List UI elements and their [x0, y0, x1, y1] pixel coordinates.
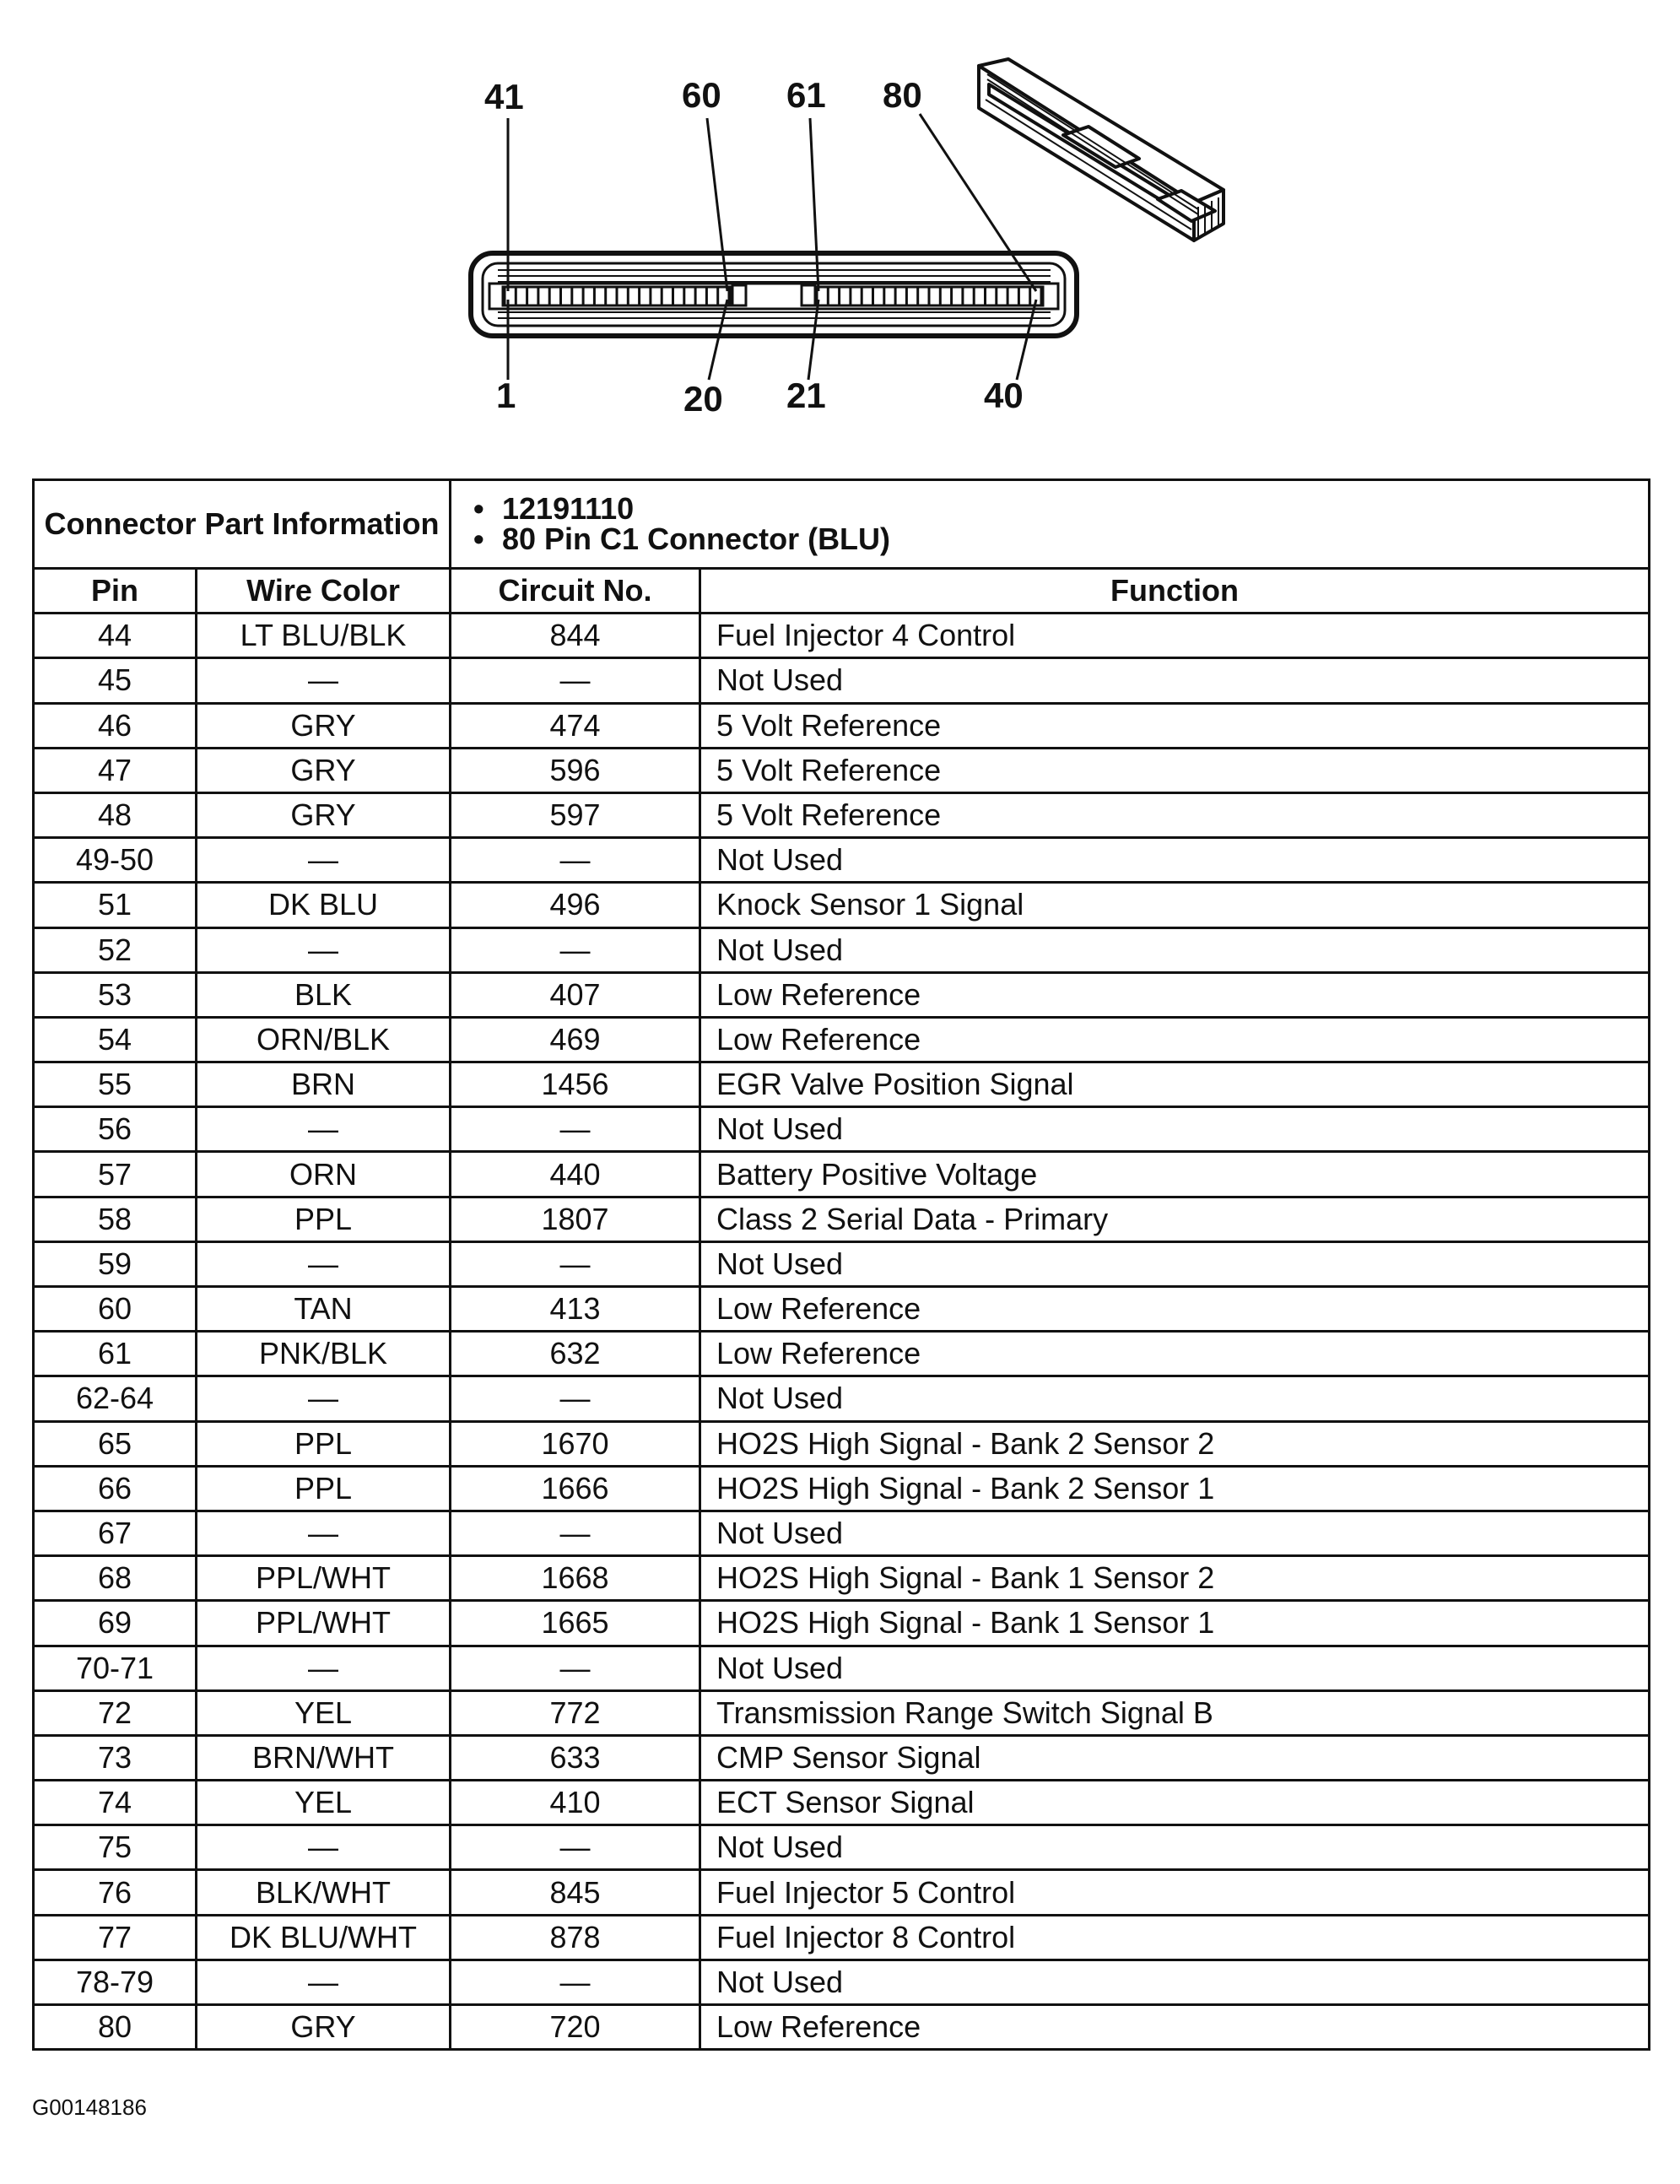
- table-row: [34, 1017, 1650, 1062]
- function-cell: Transmission Range Switch Signal B: [700, 1690, 1650, 1735]
- pin-cell: 69: [34, 1601, 197, 1646]
- circuit-no-cell: —: [451, 1241, 700, 1286]
- header-circuit-no: Circuit No.: [451, 569, 700, 614]
- function-cell: Not Used: [700, 1241, 1650, 1286]
- table-row: [34, 614, 1650, 658]
- wire-color-cell: ORN/BLK: [197, 1017, 451, 1062]
- table-row: [34, 1960, 1650, 2004]
- table-row: [34, 1511, 1650, 1555]
- pin-cell: 72: [34, 1690, 197, 1735]
- function-cell: 5 Volt Reference: [700, 792, 1650, 837]
- function-cell: CMP Sensor Signal: [700, 1735, 1650, 1780]
- circuit-no-cell: —: [451, 838, 700, 883]
- pin-label-20: 20: [683, 379, 723, 419]
- circuit-no-cell: 410: [451, 1781, 700, 1825]
- table-row: [34, 1646, 1650, 1690]
- pin-cell: 74: [34, 1781, 197, 1825]
- table-row: [34, 1915, 1650, 1960]
- connector-drawing: [0, 0, 1680, 439]
- table-row: [34, 1601, 1650, 1646]
- table-row: [34, 972, 1650, 1017]
- pin-label-60: 60: [682, 75, 721, 115]
- circuit-no-cell: 496: [451, 883, 700, 927]
- pin-cell: 68: [34, 1556, 197, 1601]
- circuit-no-cell: 633: [451, 1735, 700, 1780]
- pin-cell: 65: [34, 1421, 197, 1466]
- pin-cell: 53: [34, 972, 197, 1017]
- connector-diagram: [0, 0, 1680, 439]
- circuit-no-cell: 1666: [451, 1466, 700, 1511]
- wire-color-cell: PPL: [197, 1197, 451, 1241]
- function-cell: 5 Volt Reference: [700, 748, 1650, 792]
- table-row: [34, 748, 1650, 792]
- pin-cell: 51: [34, 883, 197, 927]
- table-row: [34, 1107, 1650, 1152]
- pin-cell: 76: [34, 1870, 197, 1915]
- circuit-no-cell: 474: [451, 703, 700, 748]
- function-cell: Low Reference: [700, 972, 1650, 1017]
- function-cell: 5 Volt Reference: [700, 703, 1650, 748]
- table-row: [34, 1332, 1650, 1376]
- wire-color-cell: YEL: [197, 1781, 451, 1825]
- header-pin: Pin: [34, 569, 197, 614]
- pin-cell: 66: [34, 1466, 197, 1511]
- function-cell: Not Used: [700, 927, 1650, 972]
- wire-color-cell: —: [197, 1107, 451, 1152]
- wire-color-cell: —: [197, 927, 451, 972]
- pin-cell: 59: [34, 1241, 197, 1286]
- circuit-no-cell: 772: [451, 1690, 700, 1735]
- function-cell: Low Reference: [700, 1287, 1650, 1332]
- circuit-no-cell: 1665: [451, 1601, 700, 1646]
- table-row: [34, 1825, 1650, 1870]
- pin-cell: 49-50: [34, 838, 197, 883]
- connector-info-row: [34, 480, 1650, 569]
- function-cell: Low Reference: [700, 1332, 1650, 1376]
- circuit-no-cell: 1670: [451, 1421, 700, 1466]
- pin-rows: [34, 614, 1650, 2050]
- pin-cell: 61: [34, 1332, 197, 1376]
- circuit-no-cell: —: [451, 1511, 700, 1555]
- circuit-no-cell: 845: [451, 1870, 700, 1915]
- circuit-no-cell: 632: [451, 1332, 700, 1376]
- function-cell: Not Used: [700, 658, 1650, 703]
- table-row: [34, 1690, 1650, 1735]
- function-cell: Not Used: [700, 1825, 1650, 1870]
- connector-info-label: Connector Part Information: [34, 480, 451, 569]
- wire-color-cell: PPL/WHT: [197, 1601, 451, 1646]
- header-wire-color: Wire Color: [197, 569, 451, 614]
- wire-color-cell: GRY: [197, 748, 451, 792]
- function-cell: HO2S High Signal - Bank 2 Sensor 1: [700, 1466, 1650, 1511]
- table-row: [34, 838, 1650, 883]
- wire-color-cell: PNK/BLK: [197, 1332, 451, 1376]
- circuit-no-cell: 596: [451, 748, 700, 792]
- function-cell: Not Used: [700, 1646, 1650, 1690]
- pin-cell: 48: [34, 792, 197, 837]
- pin-label-80: 80: [883, 75, 922, 115]
- function-cell: Not Used: [700, 1960, 1650, 2004]
- table-row: [34, 1152, 1650, 1197]
- figure-id: G00148186: [32, 2095, 147, 2120]
- table-row: [34, 883, 1650, 927]
- wire-color-cell: TAN: [197, 1287, 451, 1332]
- wire-color-cell: —: [197, 1376, 451, 1421]
- pin-cell: 80: [34, 2005, 197, 2050]
- pin-label-61: 61: [786, 75, 826, 115]
- table-row: [34, 1062, 1650, 1107]
- pin-label-41: 41: [484, 77, 524, 116]
- wire-color-cell: —: [197, 1825, 451, 1870]
- function-cell: Knock Sensor 1 Signal: [700, 883, 1650, 927]
- function-cell: Class 2 Serial Data - Primary: [700, 1197, 1650, 1241]
- table-row: [34, 2005, 1650, 2050]
- wire-color-cell: PPL/WHT: [197, 1556, 451, 1601]
- table-row: [34, 658, 1650, 703]
- wire-color-cell: DK BLU: [197, 883, 451, 927]
- table-row: [34, 1735, 1650, 1780]
- wire-color-cell: BRN/WHT: [197, 1735, 451, 1780]
- pinout-table: [32, 478, 1650, 2051]
- pin-cell: 75: [34, 1825, 197, 1870]
- wire-color-cell: BRN: [197, 1062, 451, 1107]
- function-cell: Not Used: [700, 1376, 1650, 1421]
- pin-label-1: 1: [496, 376, 516, 415]
- circuit-no-cell: 720: [451, 2005, 700, 2050]
- wire-color-cell: —: [197, 1960, 451, 2004]
- function-cell: Not Used: [700, 1511, 1650, 1555]
- pin-cell: 54: [34, 1017, 197, 1062]
- circuit-no-cell: 1807: [451, 1197, 700, 1241]
- circuit-no-cell: —: [451, 658, 700, 703]
- header-function: Function: [700, 569, 1650, 614]
- wire-color-cell: GRY: [197, 792, 451, 837]
- wire-color-cell: PPL: [197, 1421, 451, 1466]
- wire-color-cell: BLK/WHT: [197, 1870, 451, 1915]
- wire-color-cell: GRY: [197, 703, 451, 748]
- circuit-no-cell: 1668: [451, 1556, 700, 1601]
- wire-color-cell: PPL: [197, 1466, 451, 1511]
- circuit-no-cell: —: [451, 1646, 700, 1690]
- function-cell: Fuel Injector 8 Control: [700, 1915, 1650, 1960]
- table-row: [34, 1287, 1650, 1332]
- circuit-no-cell: —: [451, 1376, 700, 1421]
- wire-color-cell: DK BLU/WHT: [197, 1915, 451, 1960]
- circuit-no-cell: 1456: [451, 1062, 700, 1107]
- circuit-no-cell: 469: [451, 1017, 700, 1062]
- table-row: [34, 1870, 1650, 1915]
- function-cell: Fuel Injector 5 Control: [700, 1870, 1650, 1915]
- table-row: [34, 792, 1650, 837]
- wire-color-cell: —: [197, 658, 451, 703]
- function-cell: HO2S High Signal - Bank 1 Sensor 1: [700, 1601, 1650, 1646]
- circuit-no-cell: 413: [451, 1287, 700, 1332]
- pin-cell: 70-71: [34, 1646, 197, 1690]
- circuit-no-cell: —: [451, 1825, 700, 1870]
- function-cell: Battery Positive Voltage: [700, 1152, 1650, 1197]
- circuit-no-cell: —: [451, 1960, 700, 2004]
- pin-cell: 47: [34, 748, 197, 792]
- wire-color-cell: LT BLU/BLK: [197, 614, 451, 658]
- function-cell: HO2S High Signal - Bank 2 Sensor 2: [700, 1421, 1650, 1466]
- pin-cell: 46: [34, 703, 197, 748]
- pin-cell: 44: [34, 614, 197, 658]
- wire-color-cell: —: [197, 1646, 451, 1690]
- pin-cell: 52: [34, 927, 197, 972]
- wire-color-cell: ORN: [197, 1152, 451, 1197]
- circuit-no-cell: 597: [451, 792, 700, 837]
- wire-color-cell: YEL: [197, 1690, 451, 1735]
- function-cell: Low Reference: [700, 1017, 1650, 1062]
- pin-cell: 67: [34, 1511, 197, 1555]
- part-number: • 12191110: [502, 494, 1648, 524]
- pin-cell: 56: [34, 1107, 197, 1152]
- circuit-no-cell: —: [451, 1107, 700, 1152]
- circuit-no-cell: 407: [451, 972, 700, 1017]
- circuit-no-cell: 440: [451, 1152, 700, 1197]
- table-row: [34, 1781, 1650, 1825]
- function-cell: Low Reference: [700, 2005, 1650, 2050]
- pin-label-21: 21: [786, 376, 826, 415]
- pin-cell: 58: [34, 1197, 197, 1241]
- circuit-no-cell: 844: [451, 614, 700, 658]
- table-row: [34, 1197, 1650, 1241]
- header-row: [34, 569, 1650, 614]
- pin-cell: 78-79: [34, 1960, 197, 2004]
- pin-label-40: 40: [984, 376, 1024, 415]
- pin-cell: 45: [34, 658, 197, 703]
- function-cell: EGR Valve Position Signal: [700, 1062, 1650, 1107]
- pin-cell: 62-64: [34, 1376, 197, 1421]
- function-cell: Not Used: [700, 1107, 1650, 1152]
- connector-info-list: [451, 480, 1650, 569]
- function-cell: Fuel Injector 4 Control: [700, 614, 1650, 658]
- wire-color-cell: —: [197, 838, 451, 883]
- pin-cell: 57: [34, 1152, 197, 1197]
- wire-color-cell: —: [197, 1511, 451, 1555]
- wire-color-cell: —: [197, 1241, 451, 1286]
- pin-cell: 55: [34, 1062, 197, 1107]
- circuit-no-cell: 878: [451, 1915, 700, 1960]
- table-row: [34, 703, 1650, 748]
- table-row: [34, 1241, 1650, 1286]
- pin-cell: 77: [34, 1915, 197, 1960]
- connector-description: • 80 Pin C1 Connector (BLU): [502, 524, 1648, 554]
- table-row: [34, 1556, 1650, 1601]
- circuit-no-cell: —: [451, 927, 700, 972]
- pin-cell: 73: [34, 1735, 197, 1780]
- wire-color-cell: GRY: [197, 2005, 451, 2050]
- table-row: [34, 1376, 1650, 1421]
- function-cell: HO2S High Signal - Bank 1 Sensor 2: [700, 1556, 1650, 1601]
- pin-cell: 60: [34, 1287, 197, 1332]
- table-row: [34, 927, 1650, 972]
- function-cell: ECT Sensor Signal: [700, 1781, 1650, 1825]
- function-cell: Not Used: [700, 838, 1650, 883]
- table-row: [34, 1466, 1650, 1511]
- table-row: [34, 1421, 1650, 1466]
- wire-color-cell: BLK: [197, 972, 451, 1017]
